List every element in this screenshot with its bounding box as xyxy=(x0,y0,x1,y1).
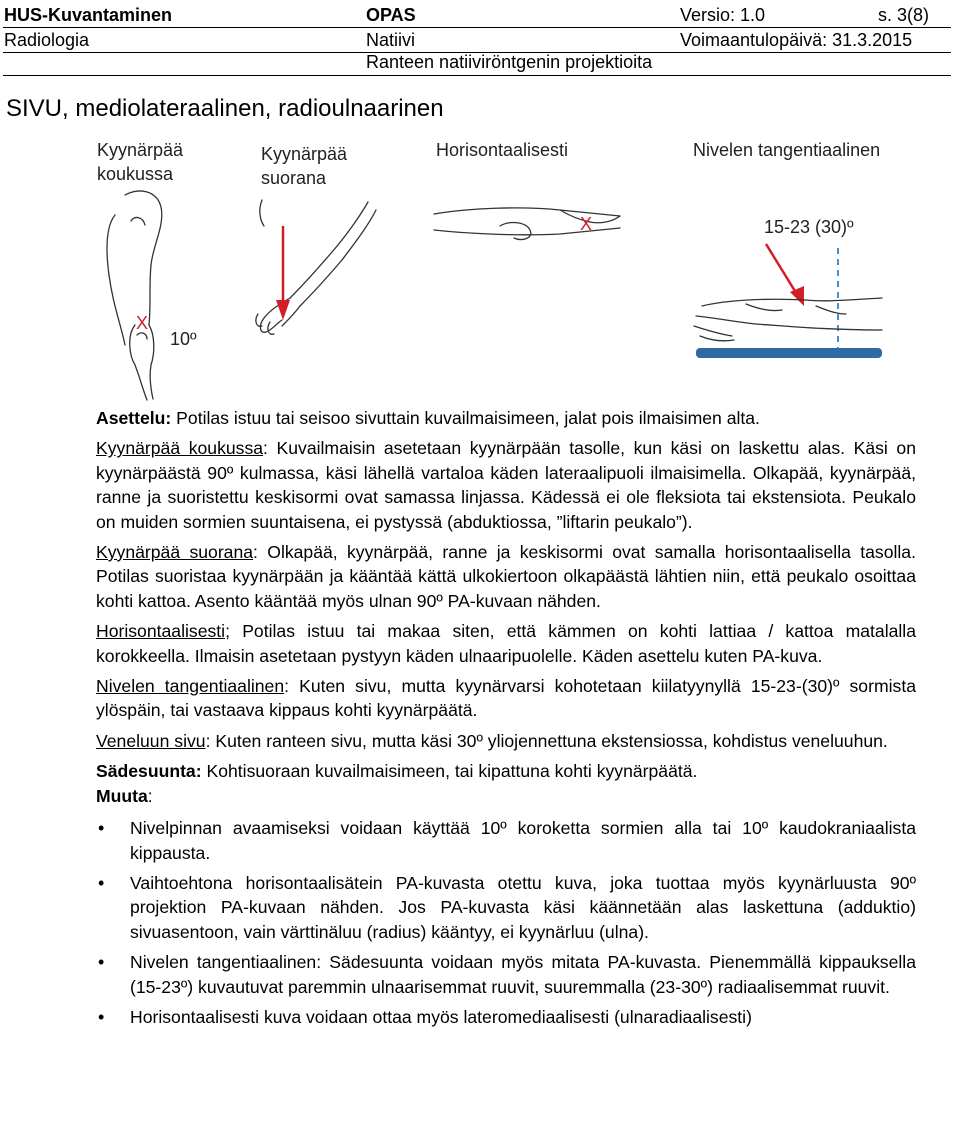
paragraph-asettelu: Asettelu: Potilas istuu tai seisoo sivuttain kuvailmaisimeen, jalat pois ilmaisimen alta. xyxy=(96,408,760,428)
angle-label-10-degrees: 10º xyxy=(170,329,197,349)
header-doc-type: OPAS xyxy=(366,5,416,25)
paragraph-other-heading: Muuta: xyxy=(96,785,153,806)
page-title: SIVU, mediolateraalinen, radioulnaarinen xyxy=(6,95,444,122)
figure-elbow-flexed xyxy=(95,185,195,407)
figure-caption-elbow-flexed: Kyynärpää koukussa xyxy=(97,140,184,184)
list-item: • Vaihtoehtona horisontaalisätein PA-kuvasta otettu kuva, joka tuottaa myös kyynärluusta 90º projektion PA-kuvaan nähden. Jos PA-kuvasta käsi käännetään alas laskettuna (adduktio) sivuasentoon, vain värttinäluu (radius) kääntyy, ei kyynärluu (ulna). xyxy=(96,871,916,944)
header-version: Versio: 1.0 xyxy=(680,5,766,25)
header-unit: Radiologia xyxy=(4,30,90,50)
svg-text:X: X xyxy=(580,214,593,234)
figure-caption-horizontal: Horisontaalisesti xyxy=(436,140,569,160)
figure-horizontal xyxy=(430,196,630,256)
angle-label-tangential: 15-23 (30)º xyxy=(764,217,854,237)
header-divider xyxy=(3,27,951,28)
header-effective-date: Voimaantulopäivä: 31.3.2015 xyxy=(680,30,913,50)
paragraph-elbow-flexed: Kyynärpää koukussa: Kuvailmaisin asetetaan kyynärpään tasolle, kun käsi on laskettu alas. Käsi on kyynärpäästä 90º kulmassa, käsi lähellä vartaloa käden lateraalipuoli ilmaisimella. Olkapää, kyynärpää, ranne ja suoristettu keskisormi ovat samassa linjassa. Kädessä ei ole fleksiota tai ekstensiota. Peukalo on muiden sormien suuntaisena, ei pystyssä (abduktiossa, ”liftarin peukalo”). xyxy=(96,438,916,532)
paragraph-horizontal: Horisontaalisesti; Potilas istuu tai makaa siten, että kämmen on kohti lattiaa / kattoa matalalla korokkeella. Ilmaisin asetetaan pystyyn käden ulnaaripuolelle. Käden asettelu kuten PA-kuva. xyxy=(96,621,916,666)
paragraph-elbow-straight: Kyynärpää suorana: Olkapää, kyynärpää, ranne ja keskisormi ovat samalla horisontaalisella tasolla. Potilas suoristaa kyynärpään ja kääntää kättä ulkokiertoon olkapäästä lähtien niin, että peukalo osoittaa kohti kattoa. Asento kääntää myös ulnan 90º PA-kuvaan nähden. xyxy=(96,542,916,611)
beam-arrow-elbow-straight xyxy=(268,224,298,324)
list-item: • Nivelen tangentiaalinen: Sädesuunta voidaan myös mitata PA-kuvasta. Pienemmällä kippauksella (15-23º) kuvautuvat paremmin ulnaarisemmat ruuvit, suuremmalla (23-30º) radiaalisemmat ruuvit. xyxy=(96,950,916,999)
figure-caption-tangential: Nivelen tangentiaalinen xyxy=(693,140,881,160)
header-divider xyxy=(3,75,951,76)
figure-caption-elbow-straight: Kyynärpää suorana xyxy=(261,144,348,188)
header-page-number: s. 3(8) xyxy=(878,5,930,25)
paragraph-tangential: Nivelen tangentiaalinen: Kuten sivu, mutta kyynärvarsi kohotetaan kiilatyynyllä 15-23-(30)º sormista ylöspäin, tai vastaava kippaus kohti kyynärpäätä. xyxy=(96,676,916,721)
instructions-body xyxy=(96,406,916,1035)
list-item: • Horisontaalisesti kuva voidaan ottaa myös lateromediaalisesti (ulnaradiaalisesti) xyxy=(96,1005,916,1029)
header-org: HUS-Kuvantaminen xyxy=(4,5,173,25)
marker-x-elbow xyxy=(134,311,154,335)
other-notes-list xyxy=(96,816,916,1029)
svg-text:X: X xyxy=(136,313,149,333)
paragraph-scaphoid: Veneluun sivu: Kuten ranteen sivu, mutta käsi 30º yliojennettuna ekstensiossa, kohdistus veneluuhun. xyxy=(96,730,888,751)
marker-x-horizontal xyxy=(578,212,598,236)
list-item: • Nivelpinnan avaamiseksi voidaan käyttää 10º koroketta sormien alla tai 10º kaudokraniaalista kippausta. xyxy=(96,816,916,865)
figure-tangential-joint xyxy=(686,240,886,365)
paragraph-beam-direction: Sädesuunta: Kohtisuoraan kuvailmaisimeen, tai kipattuna kohti kyynärpäätä. xyxy=(96,761,698,782)
header-subject: Ranteen natiiviröntgenin projektioita xyxy=(366,52,653,72)
header-category: Natiivi xyxy=(366,30,416,50)
